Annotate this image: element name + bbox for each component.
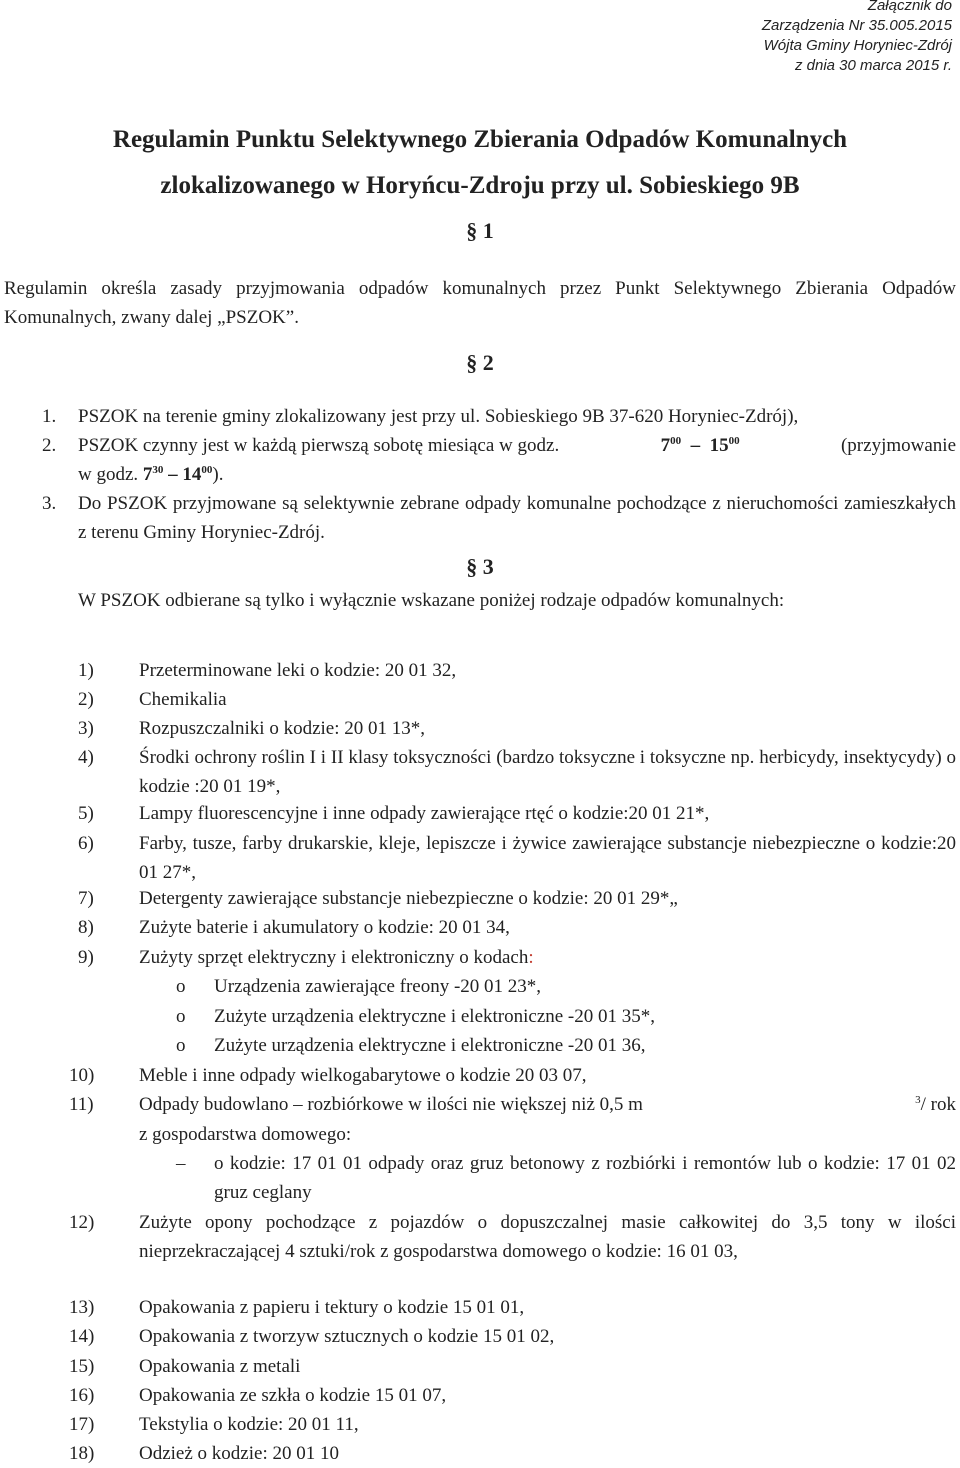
list-number: 10) (69, 1065, 95, 1086)
section-3-heading: § 3 (466, 554, 494, 579)
list-item-text: Środki ochrony roślin I i II klasy toksyczności (bardzo toksyczne i toksyczne np. herbicydy, insektycydy) o kodzie :20 01 19*, (139, 747, 956, 797)
list-item-text: Zużyte baterie i akumulatory o kodzie: 20 01 34, (139, 917, 510, 938)
list-item-text: Rozpuszczalniki o kodzie: 20 01 13*, (139, 718, 425, 739)
sub-item-text: Urządzenia zawierające freony -20 01 23*, (214, 976, 542, 997)
list-item-text: Opakowania z papieru i tektury o kodzie 15 01 01, (139, 1297, 525, 1318)
list-item-text: Przeterminowane leki o kodzie: 20 01 32, (139, 660, 457, 681)
annex-line: Załącznik do (867, 0, 952, 14)
list-number: 3. (42, 493, 57, 514)
list-item-text: PSZOK czynny jest w każdą pierwszą sobotę miesiąca w godz. (78, 435, 560, 456)
list-number: 11) (69, 1094, 94, 1115)
list-item-text: Do PSZOK przyjmowane są selektywnie zebrane odpady komunalne pochodzące z nieruchomości zamieszkałych z terenu Gminy Horyniec-Zdrój. (78, 493, 956, 543)
list-item-text: Lampy fluorescencyjne i inne odpady zawierające rtęć o kodzie:20 01 21*, (139, 803, 710, 824)
sub-item-text: Zużyte urządzenia elektryczne i elektroniczne -20 01 35*, (214, 1006, 656, 1027)
sub-item-text: Zużyte urządzenia elektryczne i elektroniczne -20 01 36, (214, 1035, 646, 1056)
section-1-text: Regulamin określa zasady przyjmowania odpadów komunalnych przez Punkt Selektywnego Zbierania Odpadów Komunalnych, zwany dalej „PSZOK”. (4, 278, 956, 328)
sub-bullet: o (176, 1006, 186, 1027)
list-number: 2) (78, 689, 94, 710)
list-number: 17) (69, 1414, 95, 1435)
section-3-intro: W PSZOK odbierane są tylko i wyłącznie wskazane poniżej rodzaje odpadów komunalnych: (78, 590, 785, 611)
list-item-text-continued: z gospodarstwa domowego: (139, 1124, 352, 1145)
list-item-text: Farby, tusze, farby drukarskie, kleje, lepiszcze i żywice zawierające substancje niebezpieczne o kodzie:20 01 27*, (139, 833, 956, 883)
opening-hours-line (78, 431, 956, 460)
annex-line: z dnia 30 marca 2015 r. (794, 57, 952, 74)
list-item-text: Chemikalia (139, 689, 227, 710)
section-2-heading: § 2 (466, 350, 494, 375)
list-number: 7) (78, 888, 94, 909)
list-item-text: PSZOK na terenie gminy zlokalizowany jest przy ul. Sobieskiego 9B 37-620 Horyniec-Zdrój), (78, 406, 799, 427)
sub-bullet: o (176, 1035, 186, 1056)
sub-item-text: o kodzie: 17 01 01 odpady oraz gruz betonowy z rozbiórki i remontów lub o kodzie: 17 01 02 gruz ceglany (214, 1153, 956, 1203)
list-number: 15) (69, 1356, 95, 1377)
annex-header (762, 0, 952, 76)
annex-line: Zarządzenia Nr 35.005.2015 (761, 17, 952, 34)
document-title-line-1: Regulamin Punktu Selektywnego Zbierania Odpadów Komunalnych (112, 126, 848, 153)
list-number: 12) (69, 1212, 95, 1233)
list-number: 5) (78, 803, 94, 824)
section-1-heading: § 1 (466, 218, 494, 243)
list-item-text: Opakowania z metali (139, 1356, 301, 1377)
list-number: 4) (78, 747, 94, 768)
list-item-text: (przyjmowanie (840, 435, 956, 456)
list-number: 8) (78, 917, 94, 938)
list-number: 6) (78, 833, 94, 854)
list-item-text: Odpady budowlano – rozbiórkowe w ilości nie większej niż 0,5 m $^3$/ rok (139, 1094, 956, 1115)
annex-line: Wójta Gminy Horyniec-Zdrój (763, 37, 952, 54)
list-item-text: Zużyty sprzęt elektryczny i elektroniczny o kodach: (139, 947, 534, 968)
list-item-text: Detergenty zawierające substancje niebezpieczne o kodzie: 20 01 29*„ (139, 888, 678, 909)
list-number: 3) (78, 718, 94, 739)
list-number: 13) (69, 1297, 95, 1318)
list-number: 2. (42, 435, 57, 456)
list-number: 18) (69, 1443, 95, 1464)
list-item-text: Opakowania ze szkła o kodzie 15 01 07, (139, 1385, 447, 1406)
accent-colon: : (528, 947, 534, 968)
opening-hours: $7^{00} - 15^{00}$ (660, 435, 740, 456)
list-item-text: Meble i inne odpady wielkogabarytowe o kodzie 20 03 07, (139, 1065, 587, 1086)
list-number: 16) (69, 1385, 95, 1406)
list-item-text: Zużyte opony pochodzące z pojazdów o dopuszczalnej masie całkowitej do 3,5 tony w ilości nieprzekraczającej 4 sztuki/rok z gospodarstwa domowego o kodzie: 16 01 03, (139, 1212, 956, 1262)
list-item-text: Odzież o kodzie: 20 01 10 (139, 1443, 339, 1464)
list-item-text: Opakowania z tworzyw sztucznych o kodzie 15 01 02, (139, 1326, 555, 1347)
document-title-line-2: zlokalizowanego w Horyńcu-Zdroju przy ul. Sobieskiego 9B (160, 172, 800, 199)
list-number: 14) (69, 1326, 95, 1347)
list-number: 1) (78, 660, 94, 681)
list-number: 9) (78, 947, 94, 968)
acceptance-hours-line: w godz. $7^{30} - 14^{00}$). (78, 464, 224, 485)
list-item-text: Tekstylia o kodzie: 20 01 11, (139, 1414, 359, 1435)
list-number: 1. (42, 406, 57, 427)
sub-bullet: o (176, 976, 186, 997)
sub-bullet: – (176, 1153, 186, 1174)
